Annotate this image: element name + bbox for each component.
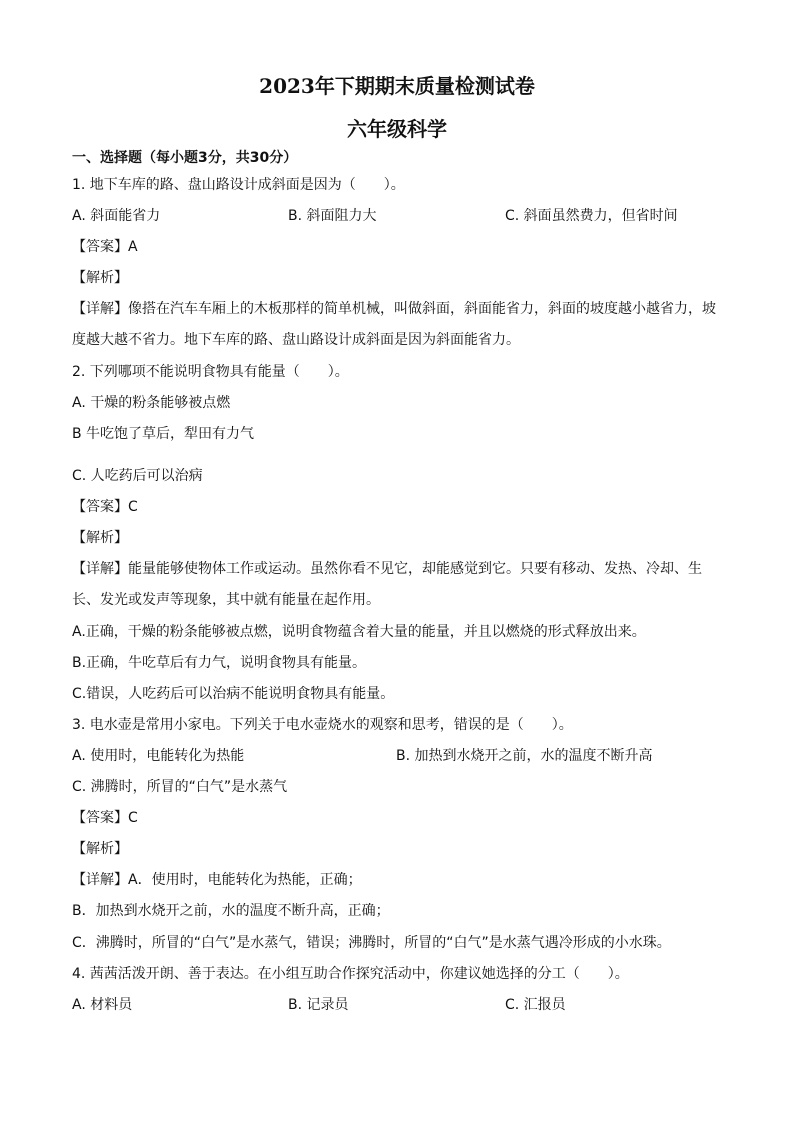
question-2-detail-line: C.错误，人吃药后可以治病不能说明食物具有能量。 xyxy=(72,686,395,702)
question-1-answer: 【答案】A xyxy=(72,239,138,255)
question-1-option-c: C. 斜面虽然费力，但省时间 xyxy=(505,208,678,224)
question-2-option-c: C. 人吃药后可以治病 xyxy=(72,468,203,484)
page-title: 2023年下期期末质量检测试卷 xyxy=(259,74,535,98)
question-2-detail-line: 【详解】能量能够使物体工作或运动。虽然你看不见它，却能感觉到它。只要有移动、发热、冷却、生 xyxy=(72,561,702,577)
question-4-option-a: A. 材料员 xyxy=(72,997,133,1013)
question-4-option-b: B. 记录员 xyxy=(288,997,349,1013)
question-3-option-b: B. 加热到水烧开之前，水的温度不断升高 xyxy=(396,748,653,764)
question-3-option-a: A. 使用时，电能转化为热能 xyxy=(72,748,245,764)
question-1-option-b: B. 斜面阻力大 xyxy=(288,208,377,224)
question-2-detail-line: A.正确，干燥的粉条能够被点燃，说明食物蕴含着大量的能量，并且以燃烧的形式释放出来。 xyxy=(72,624,646,640)
question-1-option-a: A. 斜面能省力 xyxy=(72,208,161,224)
question-3-analysis-label: 【解析】 xyxy=(72,841,128,857)
question-2-stem: 2. 下列哪项不能说明食物具有能量（ ）。 xyxy=(72,364,349,380)
question-3-option-c: C. 沸腾时，所冒的“白气”是水蒸气 xyxy=(72,779,288,795)
question-2-detail-line: B.正确，牛吃草后有力气，说明食物具有能量。 xyxy=(72,655,367,671)
page-subtitle: 六年级科学 xyxy=(347,117,447,141)
question-1-detail-line: 度越大越不省力。地下车库的路、盘山路设计成斜面是因为斜面能省力。 xyxy=(72,332,520,348)
question-2-answer: 【答案】C xyxy=(72,499,138,515)
question-3-answer: 【答案】C xyxy=(72,810,138,826)
section-heading: 一、选择题（每小题3分，共30分） xyxy=(72,150,298,166)
question-3-detail-line: 【详解】A．使用时，电能转化为热能，正确； xyxy=(72,872,362,888)
question-1-detail-line: 【详解】像搭在汽车车厢上的木板那样的简单机械，叫做斜面，斜面能省力，斜面的坡度越小越省力，坡 xyxy=(72,301,716,317)
question-2-analysis-label: 【解析】 xyxy=(72,530,128,546)
question-3-detail-line: B．加热到水烧开之前，水的温度不断升高，正确； xyxy=(72,903,390,919)
question-1-analysis-label: 【解析】 xyxy=(72,270,128,286)
question-4-option-c: C. 汇报员 xyxy=(505,997,566,1013)
question-2-option-a: A. 干燥的粉条能够被点燃 xyxy=(72,395,231,411)
question-3-stem: 3. 电水壶是常用小家电。下列关于电水壶烧水的观察和思考，错误的是（ ）。 xyxy=(72,717,573,733)
question-3-detail-line: C．沸腾时，所冒的“白气”是水蒸气，错误；沸腾时，所冒的“白气”是水蒸气遇冷形成的小水珠。 xyxy=(72,935,671,951)
question-2-option-b: B 牛吃饱了草后，犁田有力气 xyxy=(72,426,255,442)
question-4-stem: 4. 茜茜活泼开朗、善于表达。在小组互助合作探究活动中，你建议她选择的分工（ ）。 xyxy=(72,966,629,982)
question-2-detail-line: 长、发光或发声等现象，其中就有能量在起作用。 xyxy=(72,592,380,608)
question-1-stem: 1. 地下车库的路、盘山路设计成斜面是因为（ ）。 xyxy=(72,177,405,193)
